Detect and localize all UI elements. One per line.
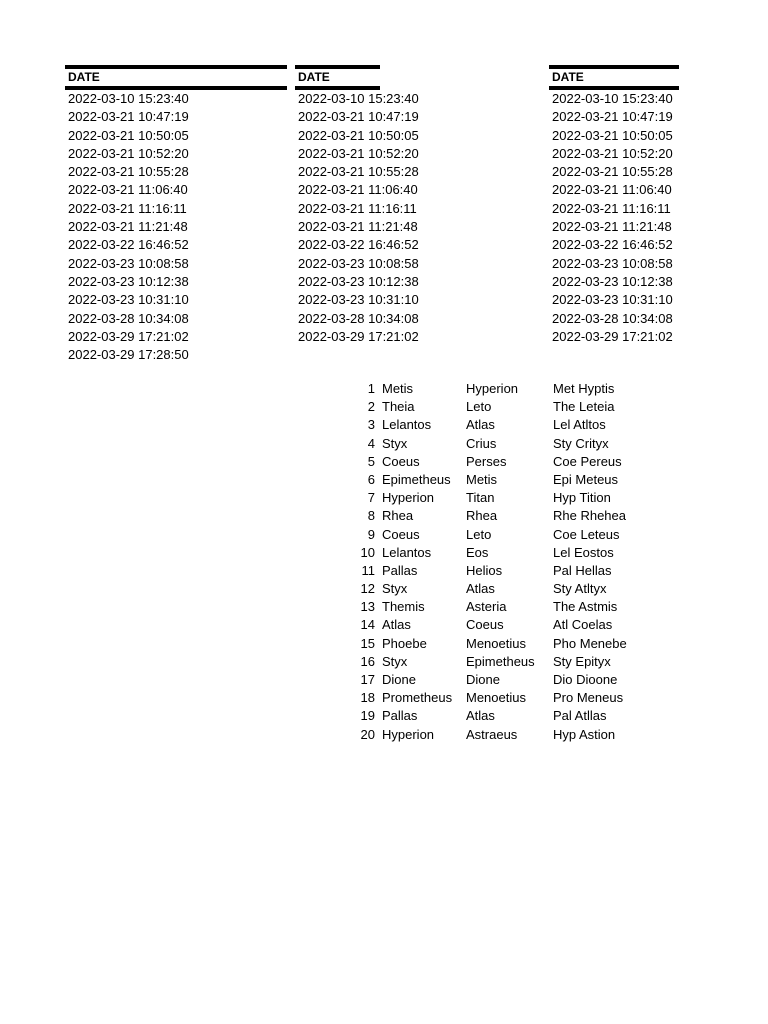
name-cell: Coeus [466,617,504,633]
combined-name-cell: Epi Meteus [553,471,619,487]
date-cell: 2022-03-10 15:23:40 [552,91,673,106]
combined-name-cell: Atl Coelas [553,617,613,633]
name-cell: Leto [466,526,492,542]
date-cell: 2022-03-23 10:31:10 [68,292,189,308]
row-number: 17 [360,672,375,687]
date-cell: 2022-03-21 11:21:48 [552,219,672,235]
name-cell: Astraeus [466,726,518,742]
date-cell: 2022-03-21 11:16:11 [552,200,671,216]
combined-name-cell: Lel Eostos [553,544,614,560]
row-number: 15 [360,635,375,651]
titan-name-table [350,380,673,744]
date-cell: 2022-03-23 10:12:38 [298,273,419,289]
date-cell: 2022-03-21 10:55:28 [68,164,189,180]
date-cell: 2022-03-21 11:06:40 [298,182,418,198]
date-rows [295,90,419,346]
date-cell: 2022-03-21 10:47:19 [298,109,419,125]
name-cell: Rhea [382,508,414,524]
name-cell: Pallas [382,562,418,578]
date-cell: 2022-03-22 16:46:52 [68,237,189,253]
name-cell: Epimetheus [466,653,535,669]
name-cell: Metis [466,471,498,487]
date-cell: 2022-03-21 10:55:28 [552,164,673,180]
row-number: 13 [360,599,375,615]
combined-name-cell: Pal Hellas [553,562,612,578]
name-cell: Lelantos [382,544,432,560]
date-cell: 2022-03-21 11:21:48 [68,219,188,235]
name-cell: Asteria [466,599,507,615]
table-row [350,398,673,416]
date-table-3 [549,65,679,346]
row-number: 7 [367,490,375,506]
date-cell: 2022-03-28 10:34:08 [298,310,419,326]
name-cell: Coeus [382,453,420,469]
table-row [350,526,673,544]
row-number: 14 [360,617,375,633]
date-cell: 2022-03-10 15:23:40 [298,91,419,106]
date-cell: 2022-03-21 10:47:19 [552,109,673,125]
table-row [350,598,673,616]
name-cell: Themis [382,599,425,615]
row-number: 19 [360,708,375,724]
date-cell: 2022-03-23 10:31:10 [552,292,673,308]
date-rows [65,90,287,364]
row-number: 11 [361,562,375,578]
name-cell: Dione [466,672,500,687]
combined-name-cell: Met Hyptis [553,381,615,396]
row-number: 3 [367,417,375,433]
date-cell: 2022-03-28 10:34:08 [552,310,673,326]
date-cell: 2022-03-29 17:28:50 [68,347,189,363]
table-row [350,380,673,398]
name-cell: Hyperion [382,726,435,742]
row-number: 2 [367,399,375,415]
name-cell: Lelantos [382,417,432,433]
date-cell: 2022-03-21 10:55:28 [298,164,419,180]
date-cell: 2022-03-29 17:21:02 [68,328,189,344]
combined-name-cell: Sty Crityx [553,435,609,451]
name-cell: Titan [466,490,495,506]
combined-name-cell: Pal Atllas [553,708,607,724]
combined-name-cell: Rhe Rhehea [553,508,626,524]
date-cell: 2022-03-23 10:08:58 [298,255,419,271]
name-cell: Helios [466,562,503,578]
date-cell: 2022-03-22 16:46:52 [552,237,673,253]
date-cell: 2022-03-21 11:21:48 [298,219,418,235]
name-cell: Menoetius [466,690,526,706]
name-cell: Phoebe [382,635,427,651]
name-cell: Prometheus [382,690,453,706]
date-cell: 2022-03-29 17:21:02 [298,328,419,344]
date-cell: 2022-03-21 10:50:05 [68,127,189,143]
row-number: 8 [367,508,375,524]
row-number: 16 [360,653,375,669]
date-cell: 2022-03-23 10:08:58 [552,255,673,271]
table-row [350,471,673,489]
combined-name-cell: Coe Pereus [553,453,622,469]
date-cell: 2022-03-21 10:47:19 [68,109,189,125]
combined-name-cell: Dio Dioone [553,672,618,687]
date-cell: 2022-03-21 10:50:05 [298,127,419,143]
name-cell: Epimetheus [382,471,451,487]
name-cell: Atlas [382,617,411,633]
combined-name-cell: The Astmis [553,599,618,615]
combined-name-cell: Coe Leteus [553,526,620,542]
date-cell: 2022-03-23 10:12:38 [68,273,189,289]
name-cell: Dione [382,672,416,687]
date-header: DATE [549,65,679,90]
combined-name-cell: Hyp Astion [553,726,616,742]
combined-name-cell: Lel Atltos [553,417,606,433]
row-number: 12 [360,581,375,597]
name-cell: Atlas [466,417,495,433]
row-number: 10 [360,544,375,560]
table-row [350,416,673,434]
table-row [350,435,673,453]
row-number: 20 [360,726,375,742]
name-cell: Coeus [382,526,420,542]
combined-name-cell: The Leteia [553,399,615,415]
table-row [350,707,673,725]
table-row [350,671,673,689]
table-row [350,635,673,653]
date-cell: 2022-03-21 11:16:11 [68,200,187,216]
date-cell: 2022-03-23 10:31:10 [298,292,419,308]
name-cell: Styx [382,653,408,669]
date-cell: 2022-03-21 11:06:40 [68,182,188,198]
name-cell: Atlas [466,581,495,597]
date-table-1 [65,65,287,364]
date-cell: 2022-03-21 10:52:20 [552,145,673,161]
table-row [350,580,673,598]
row-number: 4 [367,435,375,451]
date-cell: 2022-03-21 10:52:20 [298,145,419,161]
row-number: 5 [367,453,375,469]
date-header: DATE [65,65,287,90]
date-cell: 2022-03-21 11:06:40 [552,182,672,198]
table-row [350,726,673,744]
name-cell: Metis [382,381,414,396]
combined-name-cell: Pro Meneus [553,690,624,706]
table-row [350,562,673,580]
name-cell: Eos [466,544,489,560]
name-cell: Leto [466,399,492,415]
date-header: DATE [295,65,380,90]
name-cell: Styx [382,581,408,597]
row-number: 18 [360,690,375,706]
date-cell: 2022-03-21 10:52:20 [68,145,189,161]
date-table-2 [295,65,419,346]
table-row [350,489,673,507]
combined-name-cell: Pho Menebe [553,635,627,651]
date-cell: 2022-03-29 17:21:02 [552,328,673,344]
name-cell: Hyperion [466,381,519,396]
row-number: 6 [367,471,375,487]
table-row [350,453,673,471]
date-cell: 2022-03-10 15:23:40 [68,91,189,106]
name-cell: Atlas [466,708,495,724]
name-cell: Theia [382,399,415,415]
date-cell: 2022-03-21 10:50:05 [552,127,673,143]
name-cell: Crius [466,435,497,451]
name-cell: Menoetius [466,635,526,651]
table-row [350,653,673,671]
name-cell: Styx [382,435,408,451]
table-row [350,616,673,634]
date-cell: 2022-03-23 10:08:58 [68,255,189,271]
name-cell: Hyperion [382,490,435,506]
name-cell: Rhea [466,508,498,524]
combined-name-cell: Hyp Tition [553,490,611,506]
row-number: 1 [367,381,375,396]
date-cell: 2022-03-21 11:16:11 [298,200,417,216]
row-number: 9 [367,526,375,542]
name-cell: Pallas [382,708,418,724]
name-cell: Perses [466,453,507,469]
date-cell: 2022-03-23 10:12:38 [552,273,673,289]
combined-name-cell: Sty Atltyx [553,581,607,597]
date-rows [549,90,679,346]
table-row [350,507,673,525]
date-cell: 2022-03-22 16:46:52 [298,237,419,253]
table-row [350,689,673,707]
combined-name-cell: Sty Epityx [553,653,611,669]
table-row [350,544,673,562]
date-cell: 2022-03-28 10:34:08 [68,310,189,326]
